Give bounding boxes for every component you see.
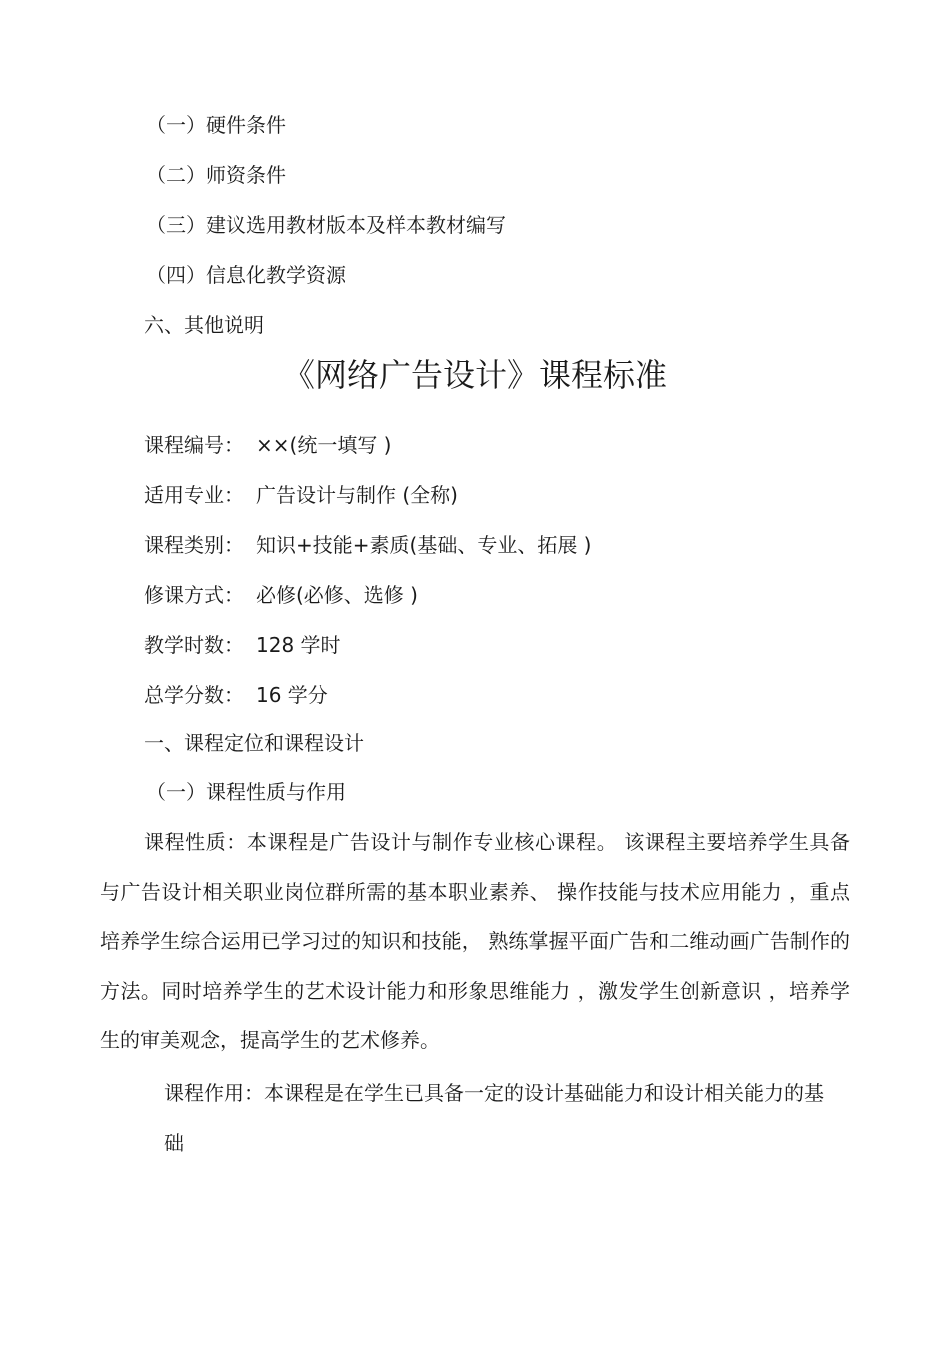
- field-major: [144, 482, 458, 508]
- field-hours: [144, 632, 341, 658]
- toc-item-resources: （四）信息化教学资源: [146, 263, 346, 287]
- field-label: 教学时数：: [144, 633, 244, 657]
- field-value: 广告设计与制作 (全称): [256, 483, 458, 507]
- subsection-heading: （一）课程性质与作用: [146, 780, 346, 804]
- field-value: ××(统一填写 ): [256, 433, 392, 457]
- field-value: 128 学时: [256, 633, 341, 657]
- field-label: 课程类别：: [144, 533, 244, 557]
- field-category: [144, 532, 591, 558]
- paragraph-course-nature: 课程性质：本课程是广告设计与制作专业核心课程。 该课程主要培养学生具备与广告设计相关职业岗位群所需的基本职业素养、 操作技能与技术应用能力 ，重点培养学生综合运用已学习过的知识和技能， 熟练掌握平面广告和二维动画广告制作的方法。同时培养学生的艺术设计能力和形象思维能力 ，激发学生创新意识 ，培养学生的审美观念，提高学生的艺术修养。: [100, 830, 850, 1052]
- field-label: 适用专业：: [144, 483, 244, 507]
- field-value: 必修(必修、选修 ): [256, 583, 418, 607]
- field-value: 知识+技能+素质(基础、专业、拓展 ): [256, 533, 592, 557]
- field-label: 总学分数：: [144, 683, 244, 707]
- document-title: 《网络广告设计》课程标准: [282, 356, 667, 394]
- field-mode: [144, 582, 418, 608]
- field-value: 16 学分: [256, 683, 328, 707]
- toc-item-teachers: （二）师资条件: [146, 163, 286, 187]
- field-label: 课程编号：: [144, 433, 244, 457]
- paragraph-course-role: 课程作用：本课程是在学生已具备一定的设计基础能力和设计相关能力的基础: [164, 1081, 824, 1155]
- toc-item-textbooks: （三）建议选用教材版本及样本教材编写: [146, 213, 506, 237]
- field-label: 修课方式：: [144, 583, 244, 607]
- toc-item-other: 六、其他说明: [144, 313, 264, 337]
- section-heading: 一、课程定位和课程设计: [144, 731, 364, 755]
- field-course-code: [144, 432, 391, 458]
- field-credits: [144, 682, 328, 708]
- toc-item-hardware: （一）硬件条件: [146, 113, 286, 137]
